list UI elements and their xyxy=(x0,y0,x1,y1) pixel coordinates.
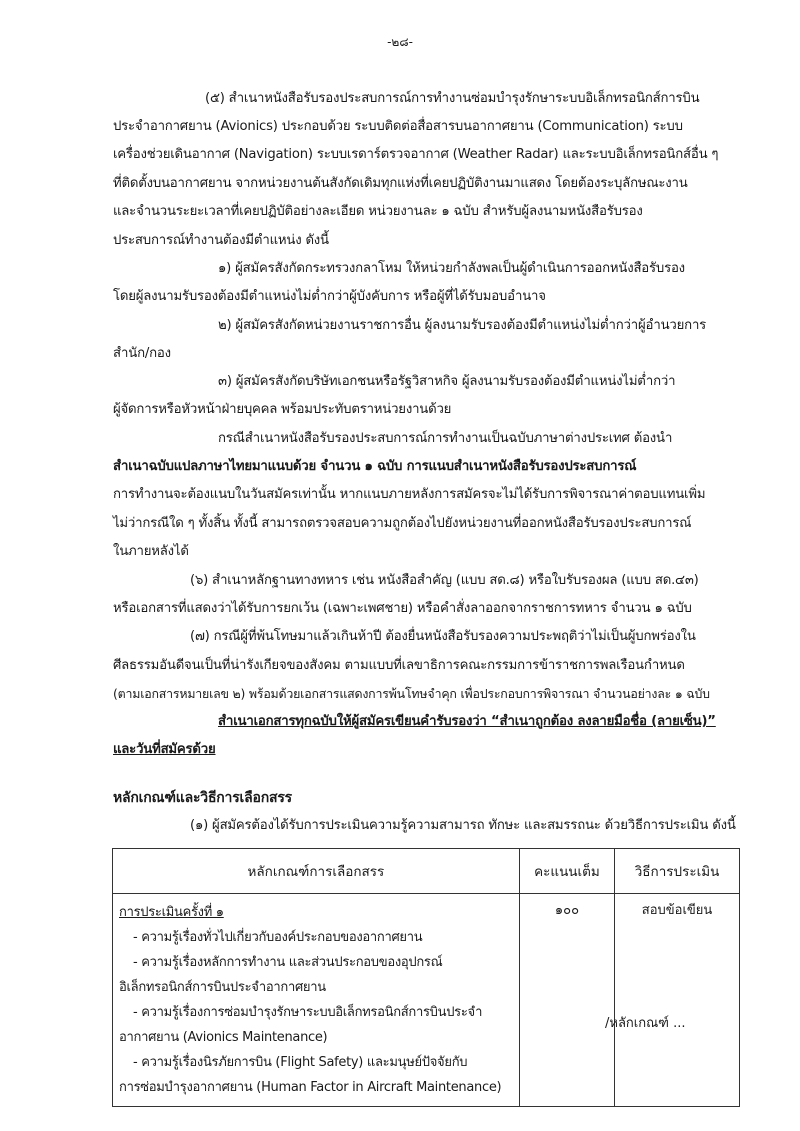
method-cell xyxy=(615,894,740,1107)
item7-line-3: (ตามเอกสารหมายเลข ๒) พร้อมด้วยเอกสารแสดงการพ้นโทษจำคุก เพื่อประกอบการพิจารณา จำนวนอย่างละ ๑ ฉบับ xyxy=(113,686,710,701)
section-heading: หลักเกณฑ์และวิธีการเลือกสรร xyxy=(113,790,292,806)
item5-line-4: ที่ติดตั้งบนอากาศยาน จากหน่วยงานต้นสังกัดเดิมทุกแห่งที่เคยปฏิบัติงานมาแสดง โดยต้องระบุลักษณะงาน xyxy=(113,176,688,191)
item5-line-5: และจำนวนระยะเวลาที่เคยปฏิบัติอย่างละเอียด หน่วยงานละ ๑ ฉบับ สำหรับผู้ลงนามหนังสือรับรอง xyxy=(113,204,643,219)
item5-sub3-line-2: ผู้จัดการหรือหัวหน้าฝ่ายบุคคล พร้อมประทับตราหน่วยงานด้วย xyxy=(113,402,452,417)
item5-line-3: เครื่องช่วยเดินอากาศ (Navigation) ระบบเรดาร์ตรวจอากาศ (Weather Radar) และระบบอิเล็กทรอนิกส์อื่น ๆ xyxy=(113,147,719,162)
criteria-line: - ความรู้เรื่องหลักการทำงาน และส่วนประกอบของอุปกรณ์ xyxy=(133,955,443,970)
item5-line-2: ประจำอากาศยาน (Avionics) ประกอบด้วย ระบบติดต่อสื่อสารบนอากาศยาน (Communication) ระบบ xyxy=(113,119,683,134)
foreign-note-line-3: การทำงานจะต้องแนบในวันสมัครเท่านั้น หากแนบภายหลังการสมัครจะไม่ได้รับการพิจารณาค่าตอบแทนเพิ่ม xyxy=(113,487,706,502)
criteria-line: - ความรู้เรื่องนิรภัยการบิน (Flight Safety) และมนุษย์ปัจจัยกับ xyxy=(133,1055,468,1070)
item5-line-6: ประสบการณ์ทำงานต้องมีตำแหน่ง ดังนี้ xyxy=(113,233,329,248)
foreign-note-line-4: ไม่ว่ากรณีใด ๆ ทั้งสิ้น ทั้งนี้ สามารถตรวจสอบความถูกต้องไปยังหน่วยงานที่ออกหนังสือรับรองประสบการณ์ xyxy=(113,516,692,531)
table-row xyxy=(113,894,740,1107)
item6-line-1: (๖) สำเนาหลักฐานทางทหาร เช่น หนังสือสำคัญ (แบบ สด.๘) หรือใบรับรองผล (แบบ สด.๔๓) xyxy=(190,573,699,588)
method-value: สอบข้อเขียน xyxy=(641,903,713,918)
criteria-line: อิเล็กทรอนิกส์การบินประจำอากาศยาน xyxy=(119,980,326,995)
table-header-row xyxy=(113,849,740,894)
item5-sub3-line-1: ๓) ผู้สมัครสังกัดบริษัทเอกชนหรือรัฐวิสาหกิจ ผู้ลงนามรับรองต้องมีตำแหน่งไม่ต่ำกว่า xyxy=(218,374,676,389)
full-score-value: ๑๐๐ xyxy=(554,903,580,918)
score-cell xyxy=(519,894,614,1107)
header-full-score: คะแนนเต็ม xyxy=(519,849,614,894)
criteria-line: - ความรู้เรื่องการซ่อมบำรุงรักษาระบบอิเล็กทรอนิกส์การบินประจำ xyxy=(133,1005,483,1020)
item6-line-2: หรือเอกสารที่แสดงว่าได้รับการยกเว้น (เฉพาะเพศชาย) หรือคำสั่งลาออกจากราชการทหาร จำนวน ๑ ฉบับ xyxy=(113,601,692,616)
foreign-note-line-2: สำเนาฉบับแปลภาษาไทยมาแนบด้วย จำนวน ๑ ฉบับ การแนบสำเนาหนังสือรับรองประสบการณ์ xyxy=(113,459,637,474)
criteria-table xyxy=(112,848,740,1107)
criteria-line: การซ่อมบำรุงอากาศยาน (Human Factor in Aircraft Maintenance) xyxy=(119,1080,502,1095)
foreign-note-line-5: ในภายหลังได้ xyxy=(113,544,189,559)
criteria-cell xyxy=(113,894,520,1107)
criteria-line: อากาศยาน (Avionics Maintenance) xyxy=(119,1030,328,1045)
item5-sub2-line-2: สำนัก/กอง xyxy=(113,346,171,361)
certify-note-line-1: สำเนาเอกสารทุกฉบับให้ผู้สมัครเขียนคำรับรองว่า “สำเนาถูกต้อง ลงลายมือชื่อ (ลายเซ็น)” xyxy=(218,714,716,729)
foreign-note-line-1: กรณีสำเนาหนังสือรับรองประสบการณ์การทำงานเป็นฉบับภาษาต่างประเทศ ต้องนำ xyxy=(218,431,673,446)
continuation-marker: /หลักเกณฑ์ ... xyxy=(605,1016,686,1031)
item5-sub2-line-1: ๒) ผู้สมัครสังกัดหน่วยงานราชการอื่น ผู้ลงนามรับรองต้องมีตำแหน่งไม่ต่ำกว่าผู้อำนวยการ xyxy=(218,318,707,333)
item5-sub1-line-1: ๑) ผู้สมัครสังกัดกระทรวงกลาโหม ให้หน่วยกำลังพลเป็นผู้ดำเนินการออกหนังสือรับรอง xyxy=(218,261,685,276)
item7-line-1: (๗) กรณีผู้ที่พ้นโทษมาแล้วเกินห้าปี ต้องยื่นหนังสือรับรองความประพฤติว่าไม่เป็นผู้บกพร่องใน xyxy=(190,629,696,644)
page-number: -๒๘- xyxy=(387,35,413,49)
section-item1: (๑) ผู้สมัครต้องได้รับการประเมินความรู้ความสามารถ ทักษะ และสมรรถนะ ด้วยวิธีการประเมิน ดังนี้ xyxy=(190,818,736,833)
round-title: การประเมินครั้งที่ ๑ xyxy=(119,905,224,920)
item5-line-1: (๕) สำเนาหนังสือรับรองประสบการณ์การทำงานซ่อมบำรุงรักษาระบบอิเล็กทรอนิกส์การบิน xyxy=(205,91,700,106)
item7-line-2: ศีลธรรมอันดีจนเป็นที่น่ารังเกียจของสังคม ตามแบบที่เลขาธิการคณะกรรมการข้าราชการพลเรือนกำหนด xyxy=(113,658,685,673)
header-criteria: หลักเกณฑ์การเลือกสรร xyxy=(113,849,520,894)
item5-sub1-line-2: โดยผู้ลงนามรับรองต้องมีตำแหน่งไม่ต่ำกว่าผู้บังคับการ หรือผู้ที่ได้รับมอบอำนาจ xyxy=(113,289,546,304)
header-method: วิธีการประเมิน xyxy=(615,849,740,894)
criteria-line: - ความรู้เรื่องทั่วไปเกี่ยวกับองค์ประกอบของอากาศยาน xyxy=(133,930,423,945)
certify-note-line-2: และวันที่สมัครด้วย xyxy=(113,742,216,757)
